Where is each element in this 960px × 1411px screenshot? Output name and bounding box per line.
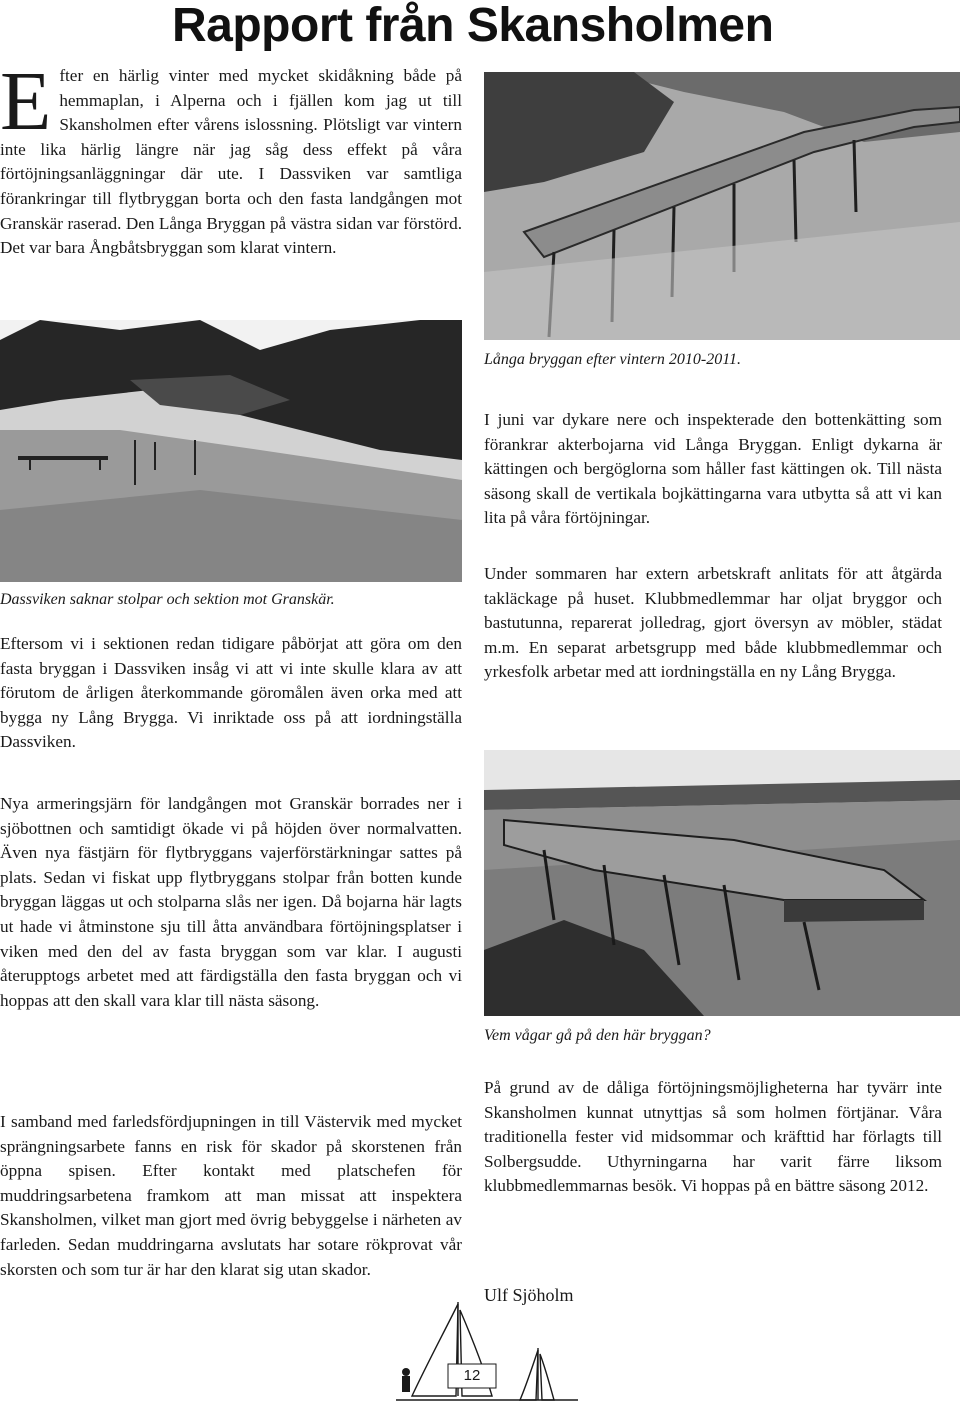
sailboat-icon [388, 1296, 588, 1406]
page-title: Rapport från Skansholmen [172, 0, 774, 52]
paragraph-left-3: I samband med farledsfördjupningen in till Västervik med mycket sprängningsarbete fanns en risk för skador på skorstenen från öppna spisen. Efter kontakt med platschefen för muddringsarbetena framkom att man missat att inspektera Skansholmen, vilket man gjort med övrig bebyggelse i närheten av farleden. Sedan muddringarna avslutats har sotare rökprovat vår skorsten och som tur är har den klarat sig utan skador. [0, 1112, 462, 1279]
caption-jetty: Vem vågar gå på den här bryggan? [484, 1027, 711, 1044]
sailboat-footer [388, 1296, 588, 1406]
right-column [484, 408, 942, 531]
right-column-3 [484, 1076, 942, 1199]
photo-jetty [484, 750, 960, 1016]
drop-cap: E [0, 55, 52, 148]
intro-text: fter en härlig vinter med mycket skidåkning både på hemmaplan, i Alperna och i fjällen kom jag ut till Skansholmen efter vårens islossning. Plötsligt var vintern inte lika härlig längre när jag såg dess effekt på våra förtöjningsanläggningar där ute. I Dassviken var samtliga förankringar till flytbryggan borta och den fasta landgången mot Granskär raserad. Den Långa Bryggan på västra sidan var förstörd. Det var bara Ångbåtsbryggan som klarat vintern. [0, 66, 462, 258]
page-number: 12 [463, 1367, 481, 1384]
intro-paragraph [0, 55, 462, 261]
paragraph-left-2: Nya armeringsjärn för landgången mot Granskär borrades ner i sjöbottnen och samtidigt ökade vi på höjden över normalvatten. Även nya fästjärn för flytbryggans vajerförstärkningar sattes på plats. Sedan vi fiskat upp flytbryggans stolpar från botten kunde bryggan läggas ut och stolparna slås ner igen. Då bojarna här lagts ut hade vi åtminstone sju till åtta användbara förtöjningsplatser i viken med den del av fasta bryggan som var klar. I augusti återupptogs arbetet med att färdigställa den fasta bryggan och vi hoppas att den skall vara klar till nästa säsong. [0, 794, 462, 1010]
left-column-2 [0, 792, 462, 1013]
intro-block [0, 55, 462, 261]
photo-dassviken [0, 320, 462, 582]
jetty-image [484, 750, 960, 1016]
caption-long-pier: Långa bryggan efter vintern 2010-2011. [484, 351, 742, 368]
paragraph-right-3: På grund av de dåliga förtöjningsmöjligheterna har tyvärr inte Skansholmen kunnat utnyttjas så som holmen förtjänar. Våra traditionella fester vid midsommar och kräfttid har förlagts till Solbergsudde. Uthyrningarna har varit färre liksom klubbmedlemmarnas besök. Vi hoppas på en bättre säsong 2012. [484, 1078, 942, 1196]
author-signature: Ulf Sjöholm [484, 1285, 574, 1305]
paragraph-left-1: Eftersom vi i sektionen redan tidigare påbörjat att göra om den fasta bryggan i Dassviken insåg vi att vi inte skulle klara av att förutom de årligen återkommande göromålen även orka med att bygga ny Lång Brygga. Vi inriktade oss på att iordningställa Dassviken. [0, 634, 462, 752]
photo-long-pier [484, 72, 960, 340]
caption-dassviken: Dassviken saknar stolpar och sektion mot Granskär. [0, 591, 335, 608]
paragraph-right-2: Under sommaren har extern arbetskraft anlitats för att åtgärda takläckage på huset. Klubbmedlemmar har oljat bryggor och bastutunna, reparerat jolledrag, gjort översyn av möbler, städat m.m. En separat arbetsgrupp med både klubbmedlemmar och yrkesfolk arbetar med att iordningställa en ny Lång Brygga. [484, 564, 942, 682]
left-column [0, 632, 462, 755]
left-column-3 [0, 1110, 462, 1282]
long-pier-image [484, 72, 960, 340]
right-column-2 [484, 562, 942, 685]
paragraph-right-1: I juni var dykare nere och inspekterade den bottenkätting som förankrar akterbojarna vid Långa Bryggan. Enligt dykarna är kättingen och bergöglorna som håller fast kättingen ok. Till nästa säsong skall de vertikala bojkättingarna vara utbytta så att vi kan lita på våra förtöjningar. [484, 410, 942, 528]
dassviken-image [0, 320, 462, 582]
